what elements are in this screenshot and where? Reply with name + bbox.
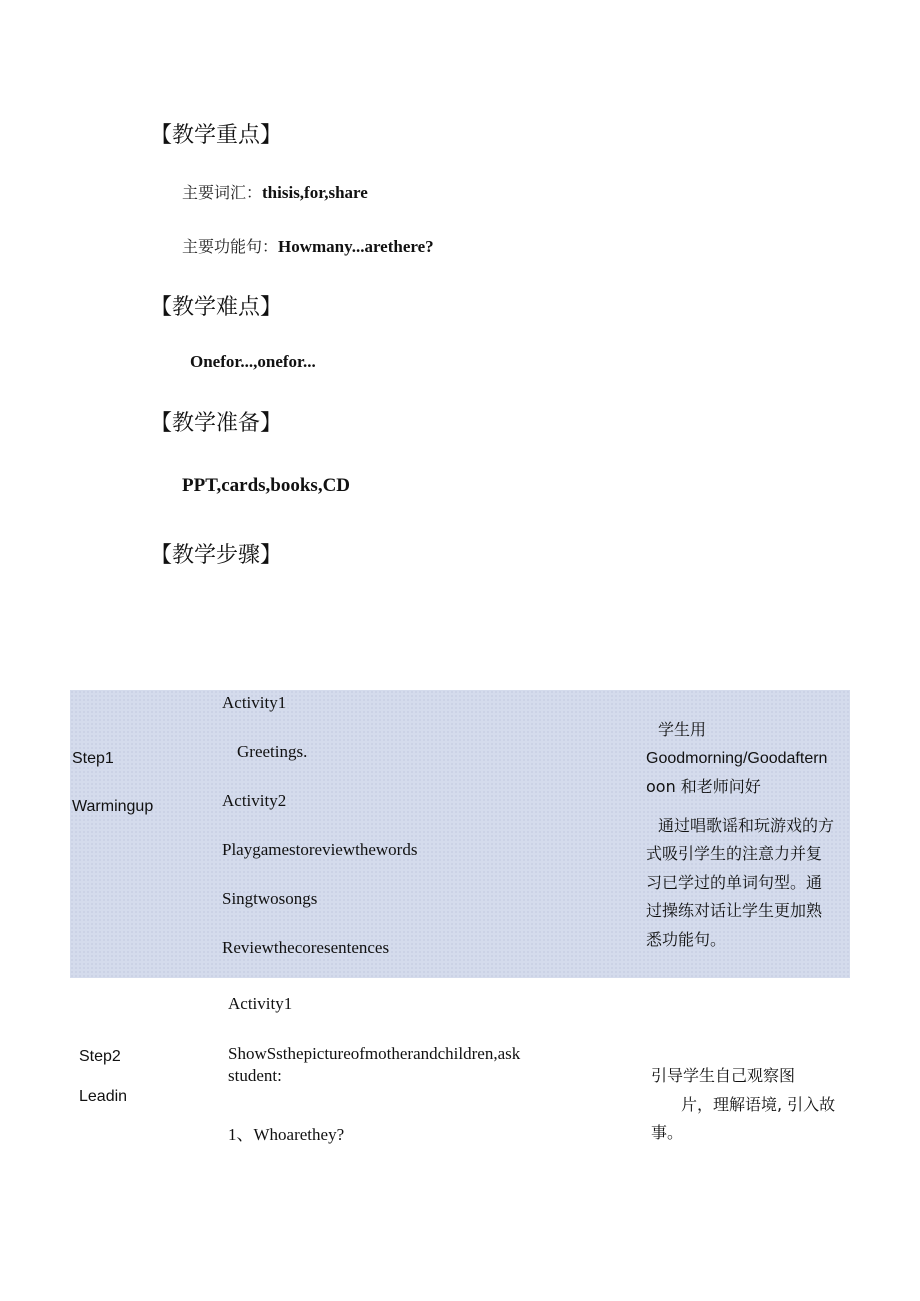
row2-activity: Activity1 bbox=[228, 994, 293, 1013]
note-line: 片，理解语境, 引入故 bbox=[681, 1094, 836, 1114]
note-line: 悉功能句。 bbox=[646, 929, 727, 949]
sentence-line bbox=[182, 234, 434, 257]
note-line: 式吸引学生的注意力并复 bbox=[646, 844, 823, 863]
heading-key-points: 【教学重点】 bbox=[150, 123, 283, 148]
heading-difficulties: 【教学难点】 bbox=[150, 295, 283, 320]
row2-note bbox=[651, 1062, 851, 1148]
note-line: 通过唱歌谣和玩游戏的方 bbox=[658, 815, 835, 835]
note-line: 学生用 bbox=[658, 720, 707, 739]
row1-note bbox=[646, 716, 846, 954]
preparation-content: PPT,cards,books,CD bbox=[182, 475, 351, 496]
note-line: 事。 bbox=[651, 1123, 684, 1142]
row1-activity: Greetings. bbox=[237, 742, 308, 761]
heading-steps: 【教学步骤】 bbox=[150, 543, 283, 568]
row2-activity: 1、Whoarethey? bbox=[228, 1125, 345, 1144]
table-row-step2 bbox=[70, 978, 850, 1178]
sentence-value: Howmany...arethere? bbox=[278, 237, 434, 256]
note-line: Goodmorning/Goodaftern bbox=[646, 749, 828, 767]
step2-title: Leadin bbox=[79, 1088, 128, 1105]
sentence-label: 主要功能句： bbox=[182, 237, 279, 256]
note-line: 引导学生自己观察图 bbox=[651, 1066, 796, 1085]
step1-title: Warmingup bbox=[72, 798, 154, 815]
table-row-step1 bbox=[70, 690, 850, 978]
row2-activity: ShowSsthepictureofmotherandchildren,ask bbox=[228, 1044, 521, 1063]
vocab-label: 主要词汇： bbox=[182, 183, 263, 202]
row1-activity: Activity1 bbox=[222, 693, 287, 712]
vocab-value: thisis,for,share bbox=[262, 183, 368, 202]
note-line: 习已学过的单词句型。通 bbox=[646, 872, 823, 892]
note-line: 过操练对话让学生更加熟 bbox=[646, 901, 823, 920]
row1-activity: Activity2 bbox=[222, 791, 287, 810]
step1-name: Step1 bbox=[72, 750, 114, 767]
row1-activity: Reviewthecoresentences bbox=[222, 938, 390, 957]
row1-activity: Singtwosongs bbox=[222, 889, 318, 908]
row1-activity: Playgamestoreviewthewords bbox=[222, 840, 418, 859]
vocab-line bbox=[182, 180, 368, 203]
step2-name: Step2 bbox=[79, 1048, 121, 1065]
difficulties-content: Onefor...,onefor... bbox=[190, 352, 316, 371]
row2-activity: student: bbox=[228, 1066, 282, 1085]
heading-preparation: 【教学准备】 bbox=[150, 411, 283, 436]
note-line: oon 和老师问好 bbox=[646, 777, 761, 796]
